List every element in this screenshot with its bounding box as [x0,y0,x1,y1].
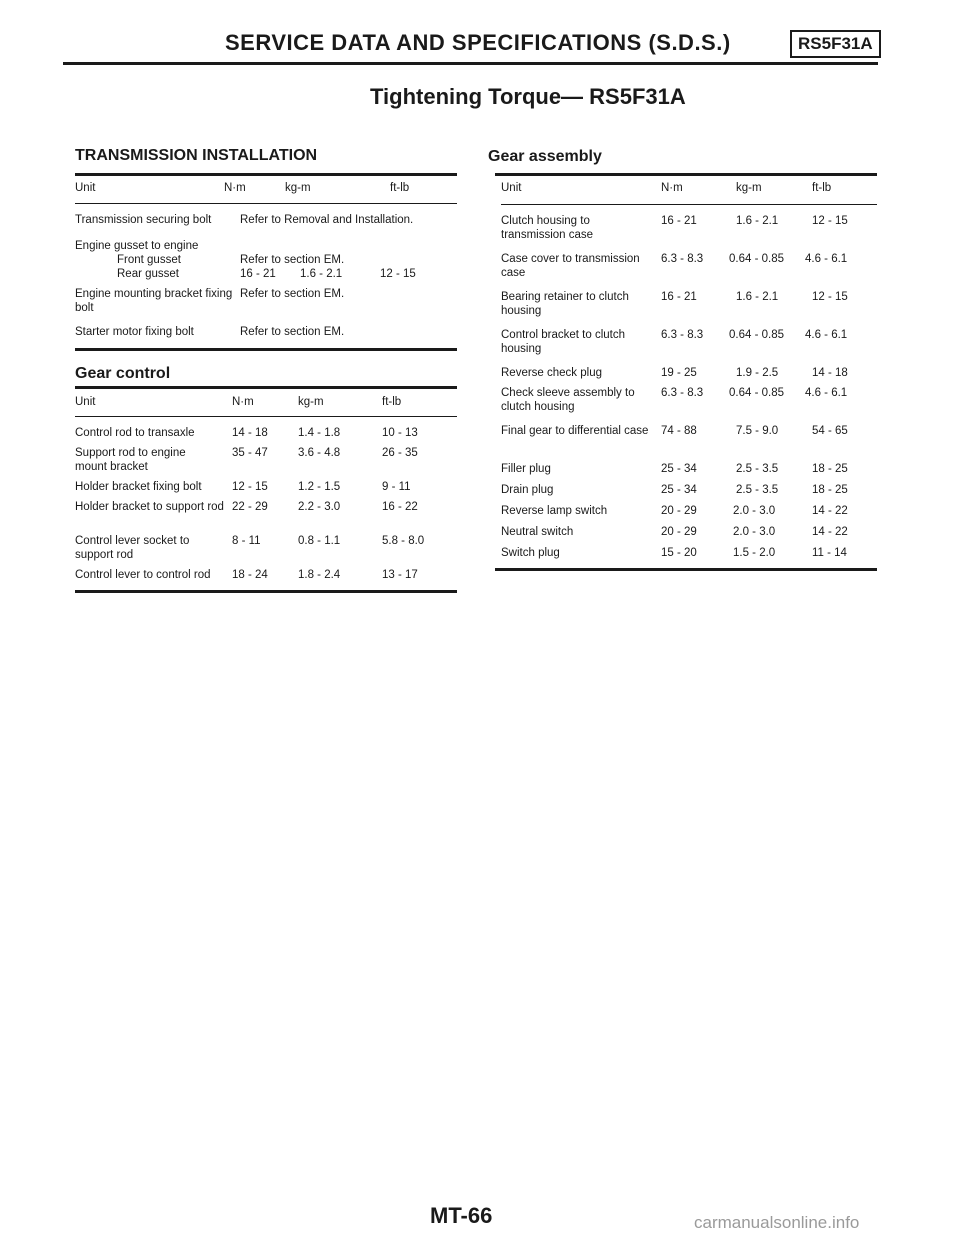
page-header-title: SERVICE DATA AND SPECIFICATIONS (S.D.S.) [225,30,731,55]
table-row [501,386,877,424]
column-header-nm: N·m [224,182,246,194]
model-code-box: RS5F31A [790,30,881,58]
table-row [501,252,877,290]
row-nm: 14 - 18 [232,427,268,439]
row-nm: 35 - 47 [232,447,268,459]
section-rule [495,173,877,176]
row-kgm: 1.6 - 2.1 [736,291,779,303]
row-item: Control rod to transaxle [75,427,195,439]
row-nm: 6.3 - 8.3 [661,253,704,265]
row-ftlb: 26 - 35 [382,447,418,459]
row-nm: 74 - 88 [661,425,697,437]
row-kgm: 1.6 - 2.1 [736,215,779,227]
table-header [75,181,457,197]
table-row [501,483,877,504]
row-item: Drain plug [501,484,554,496]
row-kgm: 2.0 - 3.0 [733,505,776,517]
row-ftlb: 18 - 25 [812,463,848,475]
row-kgm: 1.5 - 2.0 [733,547,776,559]
row-kgm: 3.6 - 4.8 [298,447,341,459]
row-nm: 22 - 29 [232,501,268,513]
row-nm: 15 - 20 [661,547,697,559]
subrow [75,253,457,267]
table-row [75,500,457,534]
row-item: Control lever socket to support rod [75,535,190,561]
row-kgm: 0.64 - 0.85 [729,387,784,399]
table-row [501,366,877,386]
gear-control-table [75,395,457,593]
subrow-note: Refer to section EM. [240,254,345,266]
row-ftlb: 10 - 13 [382,427,418,439]
row-ftlb: 11 - 14 [812,547,847,559]
table-row [501,546,877,562]
table-row [75,239,457,287]
column-header-ftlb: ft-lb [812,182,832,194]
row-ftlb: 14 - 22 [812,505,848,517]
row-note: Refer to section EM. [240,288,345,300]
row-item: Check sleeve assembly to clutch housing [501,387,635,413]
row-ftlb: 4.6 - 6.1 [805,253,848,265]
column-header-unit: Unit [501,182,522,194]
subrow-item: Rear gusset [117,268,180,280]
row-item: Engine gusset to engine [75,240,199,252]
row-nm: 20 - 29 [661,526,697,538]
table-row [501,214,877,252]
column-header-unit: Unit [75,182,96,194]
row-item: Reverse lamp switch [501,505,608,517]
section-rule [75,173,457,176]
column-header-unit: Unit [75,396,96,408]
table-header [501,181,877,197]
row-nm: 16 - 21 [661,215,697,227]
row-nm: 8 - 11 [232,535,261,547]
subrow-item: Front gusset [117,254,181,266]
row-kgm: 2.0 - 3.0 [733,526,776,538]
row-item: Final gear to differential case [501,425,649,437]
table-row [501,328,877,366]
row-ftlb: 12 - 15 [812,215,848,227]
header-rule [75,203,457,204]
header-rule [63,62,878,65]
table-bottom-rule [495,568,877,571]
table-row [75,568,457,584]
row-item: Control bracket to clutch housing [501,329,626,355]
row-nm: 16 - 21 [661,291,697,303]
section-rule [75,386,457,389]
subrow-nm: 16 - 21 [240,268,276,280]
page-number: MT-66 [430,1203,493,1228]
row-ftlb: 14 - 22 [812,526,848,538]
row-kgm: 7.5 - 9.0 [736,425,779,437]
row-item: Holder bracket to support rod [75,501,224,513]
column-header-kgm: kg-m [298,396,324,408]
row-nm: 25 - 34 [661,463,697,475]
section-title-transmission-installation: TRANSMISSION INSTALLATION [75,147,318,164]
row-ftlb: 13 - 17 [382,569,418,581]
row-kgm: 1.8 - 2.4 [298,569,341,581]
row-kgm: 1.2 - 1.5 [298,481,341,493]
row-ftlb: 5.8 - 8.0 [382,535,425,547]
subrow-kgm: 1.6 - 2.1 [300,268,343,280]
column-header-kgm: kg-m [736,182,762,194]
column-header-nm: N·m [661,182,683,194]
row-item: Support rod to engine mount bracket [75,447,186,473]
table-row [75,213,457,239]
row-nm: 18 - 24 [232,569,268,581]
row-item: Bearing retainer to clutch housing [501,291,629,317]
table-row [501,504,877,525]
row-ftlb: 12 - 15 [812,291,848,303]
row-item: Switch plug [501,547,560,559]
table-row [501,290,877,328]
table-row [75,446,457,480]
row-kgm: 1.4 - 1.8 [298,427,341,439]
row-nm: 19 - 25 [661,367,697,379]
row-item: Clutch housing to transmission case [501,215,594,241]
row-ftlb: 4.6 - 6.1 [805,387,848,399]
row-item: Neutral switch [501,526,574,538]
row-nm: 20 - 29 [661,505,697,517]
table-row [501,462,877,483]
table-row [75,325,457,343]
row-ftlb: 4.6 - 6.1 [805,329,848,341]
row-kgm: 0.64 - 0.85 [729,329,784,341]
subrow-ftlb: 12 - 15 [380,268,416,280]
table-row [75,426,457,446]
row-nm: 6.3 - 8.3 [661,387,704,399]
row-ftlb: 54 - 65 [812,425,848,437]
row-kgm: 0.8 - 1.1 [298,535,341,547]
row-note: Refer to Removal and Installation. [240,214,414,226]
section-title-gear-assembly: Gear assembly [488,148,602,165]
row-ftlb: 18 - 25 [812,484,848,496]
table-row [501,424,877,462]
row-note: Refer to section EM. [240,326,345,338]
row-ftlb: 14 - 18 [812,367,848,379]
row-nm: 12 - 15 [232,481,268,493]
table-row [75,480,457,500]
column-header-nm: N·m [232,396,254,408]
column-header-kgm: kg-m [285,182,311,194]
table-row [501,525,877,546]
table-header [75,395,457,411]
row-kgm: 2.5 - 3.5 [736,463,779,475]
main-title: Tightening Torque— RS5F31A [370,84,686,109]
table-row [75,287,457,325]
row-item: Reverse check plug [501,367,602,379]
column-header-ftlb: ft-lb [390,182,410,194]
column-header-ftlb: ft-lb [382,396,402,408]
row-kgm: 1.9 - 2.5 [736,367,779,379]
row-item: Control lever to control rod [75,569,211,581]
row-kgm: 2.5 - 3.5 [736,484,779,496]
table-bottom-rule [75,348,457,351]
subrows [75,253,457,281]
row-item: Starter motor fixing bolt [75,326,194,338]
section-title-gear-control: Gear control [75,365,171,382]
header-rule [501,204,877,205]
row-kgm: 0.64 - 0.85 [729,253,784,265]
row-kgm: 2.2 - 3.0 [298,501,341,513]
row-item: Transmission securing bolt [75,214,212,226]
row-item: Case cover to transmission case [501,253,640,279]
row-item: Filler plug [501,463,551,475]
row-item: Holder bracket fixing bolt [75,481,202,493]
row-nm: 6.3 - 8.3 [661,329,704,341]
transmission-installation-table [75,181,457,351]
row-nm: 25 - 34 [661,484,697,496]
row-ftlb: 16 - 22 [382,501,418,513]
table-row [75,534,457,568]
subrow [75,267,457,281]
row-ftlb: 9 - 11 [382,481,411,493]
gear-assembly-table [501,181,877,571]
watermark: carmanualsonline.info [694,1213,860,1232]
table-bottom-rule [75,590,457,593]
row-item: Engine mounting bracket fixing bolt [75,288,233,314]
header-rule [75,416,457,417]
